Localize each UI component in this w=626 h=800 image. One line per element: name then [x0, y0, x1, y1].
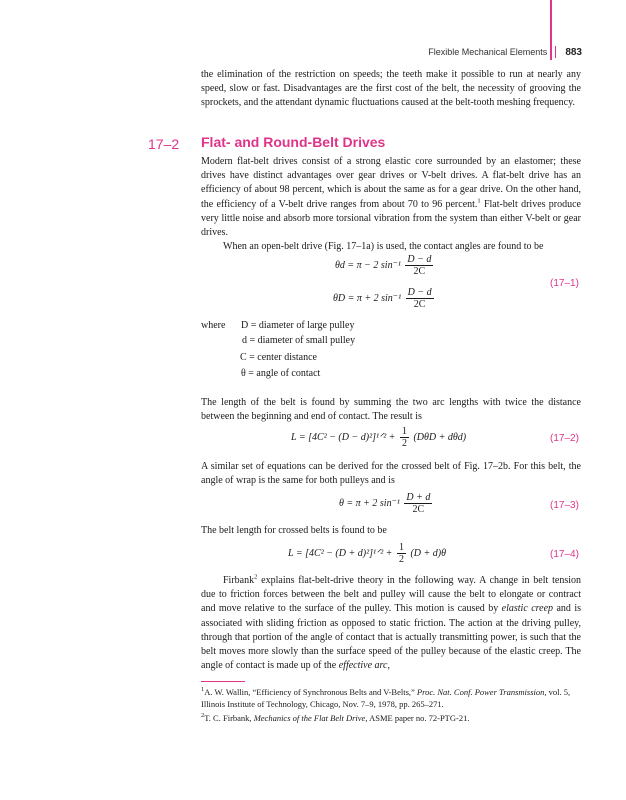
fraction — [400, 426, 409, 449]
footnote-2-text: T. C. Firbank, — [204, 713, 254, 723]
footnote-rule — [201, 681, 245, 682]
page-number: 883 — [565, 46, 582, 58]
where-label: where — [201, 320, 226, 331]
footnote-2-marker: 2 — [201, 712, 205, 720]
fraction-denominator: 2C — [404, 503, 432, 515]
paragraph-6-text-a: explains flat-belt-drive theory in the following way. A change in belt tension due to friction forces between the belt and pulley will cause the belt to elongate or contract and move relative to the surface of the pulley. This motion is caused by — [201, 575, 581, 615]
fraction-numerator: D − d — [407, 254, 432, 265]
equation-number-17-2: (17–2) — [550, 433, 579, 444]
equation-17-4 — [288, 542, 446, 565]
running-header — [428, 45, 582, 59]
footnote-1-source: Proc. Nat. Conf. Power Transmission, — [416, 687, 547, 697]
paragraph-5: The belt length for crossed belts is found to be — [201, 525, 387, 536]
term-effective-arc: effective arc, — [338, 660, 390, 672]
paragraph-4: A similar set of equations can be derived for the crossed belt of Fig. 17–2b. For this belt, the angle of wrap is the same for both pulleys and is — [201, 461, 581, 487]
section-body-3 — [201, 460, 581, 488]
equation-number-17-4: (17–4) — [550, 549, 579, 560]
equation-17-1-line-2 — [333, 287, 436, 310]
fraction-denominator: 2 — [398, 554, 404, 565]
paragraph-1 — [201, 155, 581, 240]
fraction — [397, 542, 406, 565]
section-number: 17–2 — [148, 136, 180, 152]
equation-number-17-1: (17–1) — [550, 278, 579, 289]
footnote-ref-1: 1 — [477, 197, 481, 205]
footnote-1-marker: 1 — [201, 686, 205, 694]
where-row-d: d = diameter of small pulley — [242, 335, 356, 346]
footnote-1-details: vol. 5, Illinois Institute of Technology, Chicago, Nov. 7–9, 1978, pp. 265–271. — [201, 687, 571, 709]
footnote-ref-2: 2 — [254, 573, 258, 581]
intro-paragraph: the elimination of the restriction on speeds; the teeth make it possible to run at nearly any speed, slow or fast. Disadvantages are the first cost of the belt, the necessity of grooving the sprockets, and the attendant dynamic fluctuations caused at the belt-tooth meshing frequency. — [201, 69, 581, 109]
fraction-numerator: D − d — [407, 287, 432, 298]
equation-17-3 — [339, 492, 434, 515]
section-body-5 — [201, 574, 581, 673]
where-list — [201, 318, 581, 384]
fraction-denominator: 2C — [406, 298, 434, 310]
intro-paragraph-block — [201, 68, 581, 111]
fraction-denominator: 2C — [405, 265, 433, 277]
paragraph-6-start: Firbank — [223, 575, 255, 586]
equation-number-17-3: (17–3) — [550, 500, 579, 511]
header-separator — [555, 46, 556, 58]
fraction-numerator: 1 — [398, 542, 404, 553]
fraction-numerator: D + d — [406, 492, 431, 503]
section-body-1 — [201, 155, 581, 254]
equation-17-4-lhs: L = [4C² − (D + d)²]¹ᐟ² + — [288, 547, 393, 559]
fraction-numerator: 1 — [401, 426, 407, 437]
paragraph-1-text: Modern flat-belt drives consist of a strong elastic core surrounded by an elastomer; these drives have distinct advantages over gear drives or V-belt drives. A flat-belt drive has an efficiency of about 98 percent, which is about the same as for a gear drive. On the other hand, the efficiency of a V-belt drive ranges from about 70 to 96 percent. — [201, 156, 581, 210]
fraction-denominator: 2 — [401, 438, 407, 449]
equation-17-3-lhs: θ = π + 2 sin⁻¹ — [339, 497, 400, 509]
footnote-1-text: A. W. Wallin, “Efficiency of Synchronous Belts and V-Belts,” — [204, 687, 417, 697]
fraction — [405, 254, 433, 277]
section-body-2 — [201, 396, 581, 424]
where-row-D: D = diameter of large pulley — [241, 320, 355, 331]
equation-17-2-lhs: L = [4C² − (D − d)²]¹ᐟ² + — [291, 431, 396, 443]
paragraph-6-text-b: and is associated with sliding friction as opposed to static friction. The action at the driving pulley, through that portion of the angle of contact that is actually transmitting power, is such that the belt moves more slowly than the surface speed of the pulley because of the elastic creep. The angle of contact is made up of the — [201, 603, 582, 672]
equation-17-1-line-1 — [335, 254, 435, 277]
paragraph-1-tail: Flat-belt drives produce very little noise and absorb more torsional vibration from the system than either V-belt or gear drives. — [201, 198, 581, 239]
paragraph-2: When an open-belt drive (Fig. 17–1a) is used, the contact angles are found to be — [223, 241, 544, 253]
footnote-1 — [201, 686, 581, 710]
footnote-2 — [201, 712, 581, 724]
term-elastic-creep: elastic creep — [501, 603, 554, 615]
paragraph-3: The length of the belt is found by summing the two arc lengths with twice the distance between the beginning and end of contact. The result is — [201, 397, 581, 423]
equation-17-2 — [291, 426, 466, 449]
paragraph-6 — [201, 574, 581, 673]
footnote-2-details: ASME paper no. 72-PTG-21. — [367, 713, 470, 723]
fraction — [406, 287, 434, 310]
section-title: Flat- and Round-Belt Drives — [201, 134, 386, 150]
footnote-2-source: Mechanics of the Flat Belt Drive, — [253, 713, 368, 723]
equation-17-1b-lhs: θD = π + 2 sin⁻¹ — [333, 292, 402, 304]
equation-17-4-rhs: (D + d)θ — [410, 547, 446, 559]
section-body-4 — [201, 524, 581, 538]
where-row-C: C = center distance — [240, 352, 317, 363]
equation-17-2-rhs: (DθD + dθd) — [413, 431, 467, 443]
running-title: Flexible Mechanical Elements — [428, 47, 548, 57]
fraction — [404, 492, 432, 515]
equation-17-1a-lhs: θd = π − 2 sin⁻¹ — [335, 259, 401, 271]
where-row-theta: θ = angle of contact — [241, 368, 321, 379]
